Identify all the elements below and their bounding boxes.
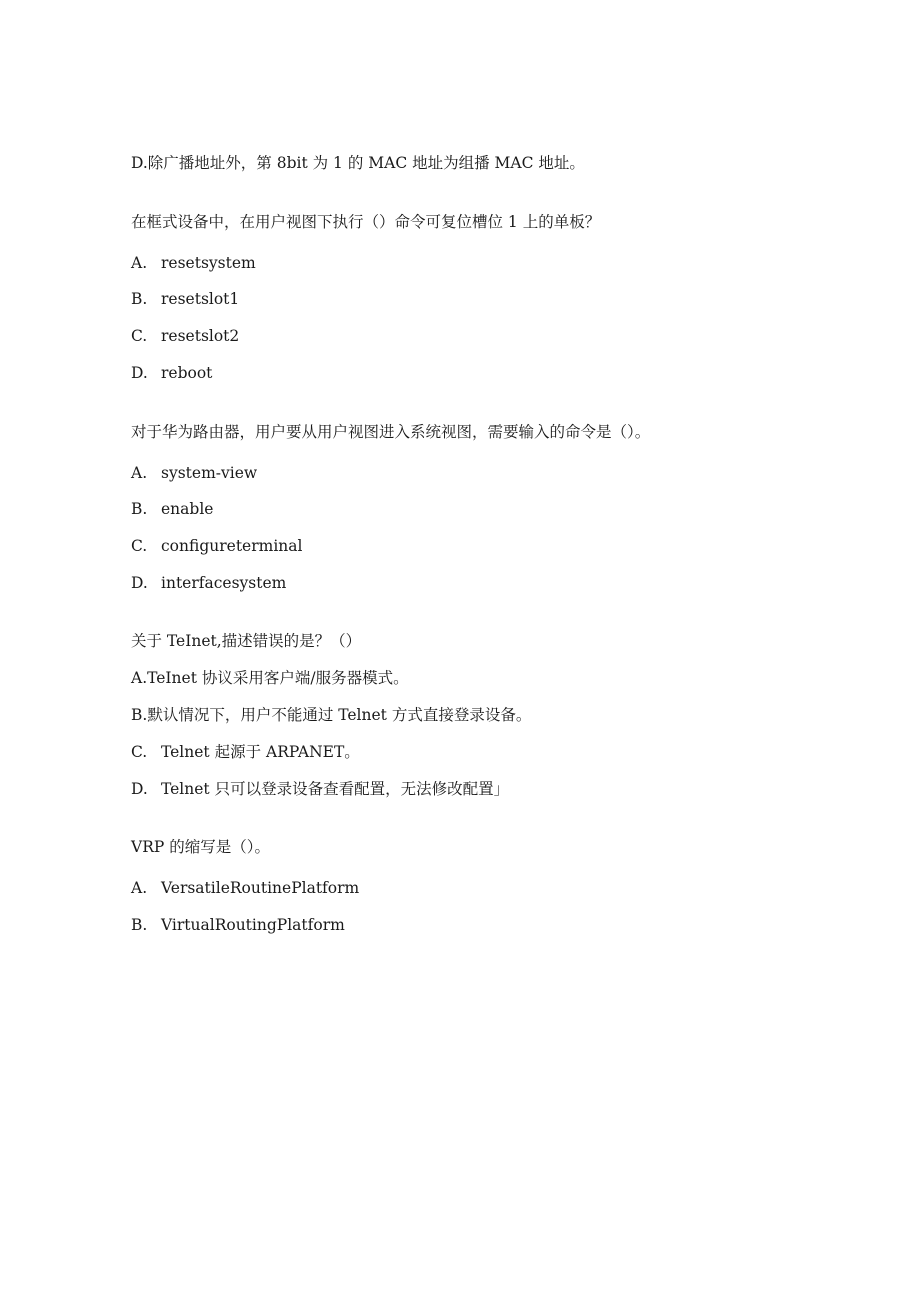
- option-letter: C.: [131, 537, 148, 555]
- question-1-option-c: [131, 326, 239, 346]
- option-letter: A.: [131, 464, 148, 482]
- question-3-option-b: B.默认情况下，用户不能通过 Telnet 方式直接登录设备。: [131, 706, 532, 724]
- option-text: configureterminal: [161, 537, 303, 555]
- option-text: resetslot2: [161, 327, 240, 345]
- option-letter: B.: [131, 290, 148, 308]
- question-1-option-b: [131, 289, 239, 309]
- question-3-option-c: [131, 742, 360, 762]
- carryover-option-d: D.除广播地址外，第 8bit 为 1 的 MAC 地址为组播 MAC 地址。: [131, 154, 585, 172]
- option-letter: D.: [131, 780, 148, 798]
- option-text: resetsystem: [161, 254, 256, 272]
- option-text: VersatileRoutinePlatform: [161, 879, 360, 897]
- option-text: Telnet 只可以登录设备查看配置，无法修改配置」: [161, 780, 510, 798]
- option-text: interfacesystem: [161, 574, 287, 592]
- question-2-option-a: [131, 463, 257, 483]
- question-4-stem: VRP 的缩写是（）。: [131, 838, 270, 856]
- question-3-stem: 关于 TeInet,描述错误的是？（）: [131, 632, 362, 650]
- option-letter: B.: [131, 916, 148, 934]
- question-3-option-d: [131, 779, 509, 799]
- option-text: resetslot1: [161, 290, 240, 308]
- question-1-option-d: [131, 363, 212, 383]
- question-4-option-b: [131, 915, 345, 935]
- option-letter: D.: [131, 574, 148, 592]
- option-letter: D.: [131, 364, 148, 382]
- question-2-option-d: [131, 573, 286, 593]
- option-letter: C.: [131, 327, 148, 345]
- option-text: VirtualRoutingPlatform: [161, 916, 345, 934]
- option-letter: A.: [131, 879, 148, 897]
- option-text: system-view: [161, 464, 258, 482]
- option-text: reboot: [161, 364, 213, 382]
- option-letter: B.: [131, 500, 148, 518]
- question-2-stem: 对于华为路由器，用户要从用户视图进入系统视图，需要输入的命令是（）。: [131, 423, 651, 441]
- question-1-stem: 在框式设备中，在用户视图下执行（）命令可复位槽位 1 上的单板？: [131, 213, 601, 231]
- option-letter: C.: [131, 743, 148, 761]
- question-3-option-a: A.TeInet 协议采用客户端/服务器模式。: [131, 669, 409, 687]
- question-4-option-a: [131, 878, 359, 898]
- option-text: enable: [161, 500, 214, 518]
- question-1-option-a: [131, 253, 256, 273]
- question-2-option-b: [131, 499, 213, 519]
- question-2-option-c: [131, 536, 302, 556]
- option-letter: A.: [131, 254, 148, 272]
- option-text: Telnet 起源于 ARPANET。: [161, 743, 360, 761]
